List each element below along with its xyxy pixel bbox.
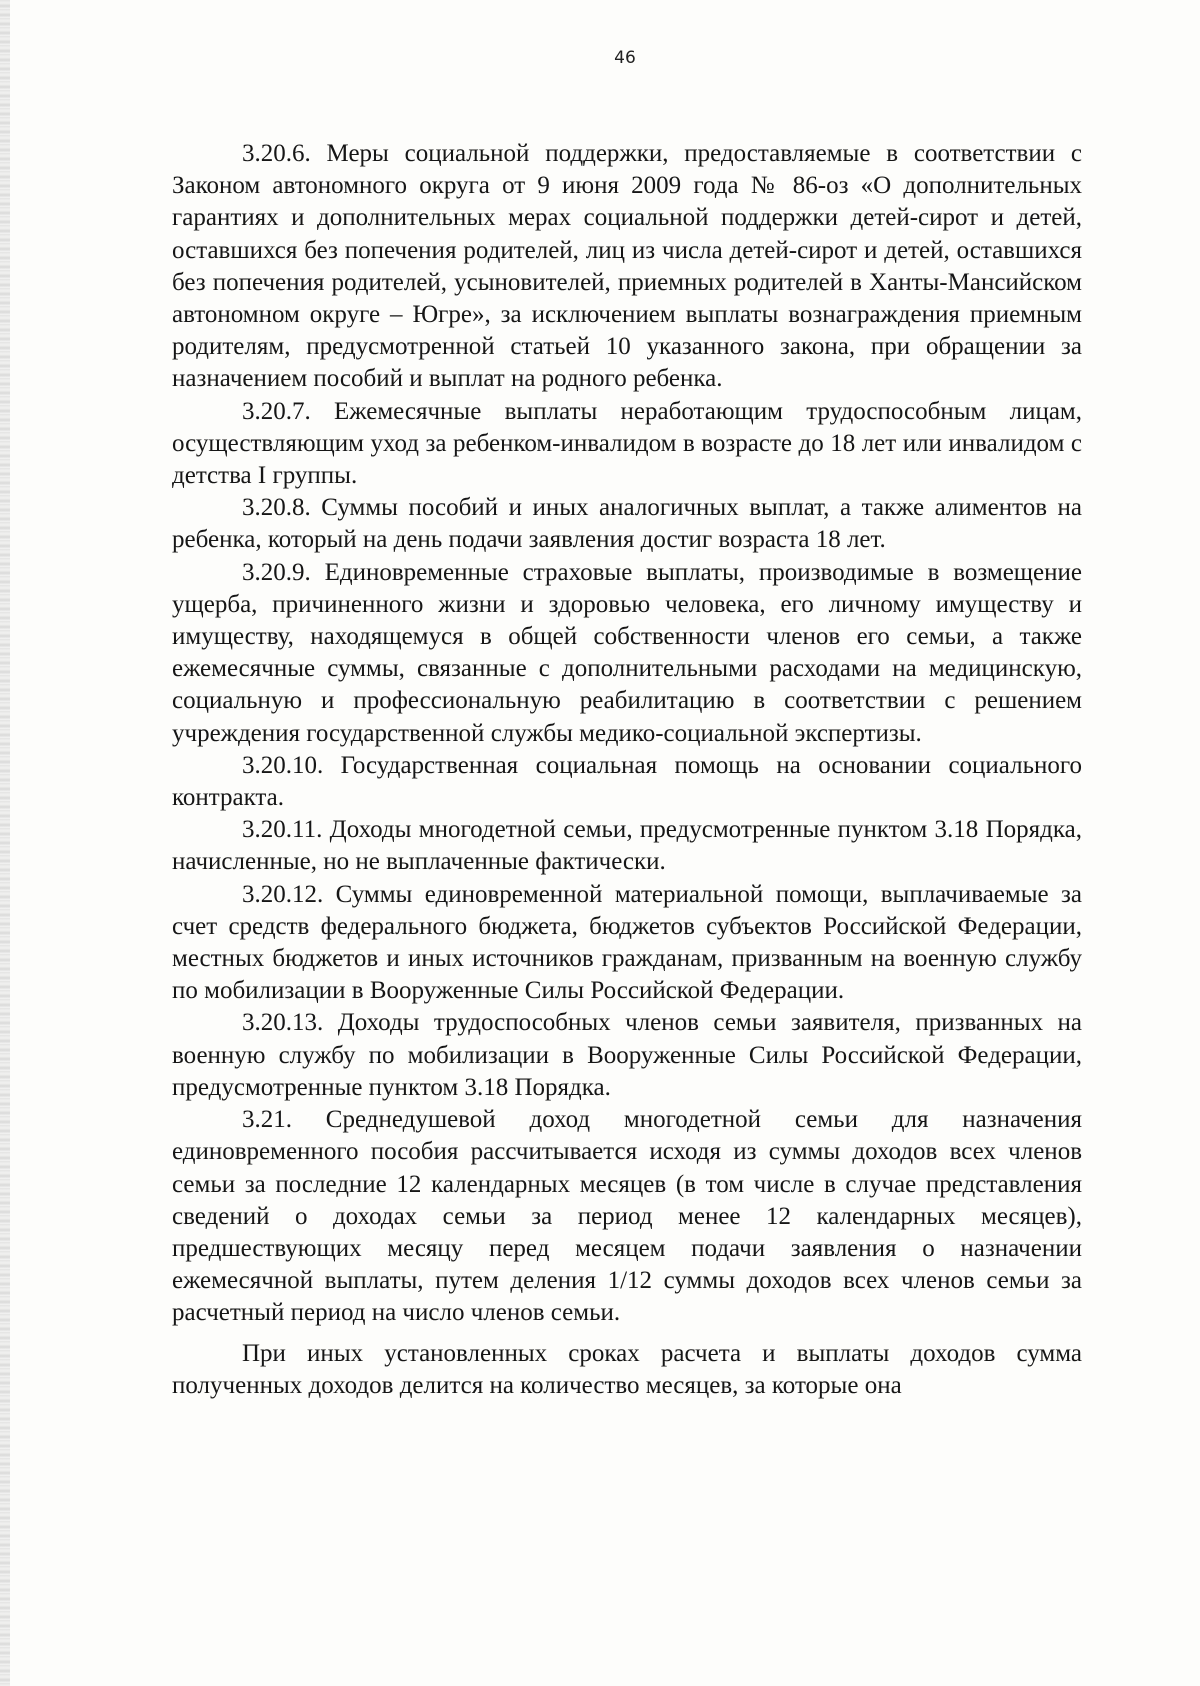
paragraph-3-20-9: 3.20.9. Единовременные страховые выплаты, производимые в возмещение ущерба, причиненного жизни и здоровью человека, его личному имуществу и имуществу, находящемуся в общей собственности членов его семьи, а также ежемесячные суммы, связанные с дополнительными расходами на медицинскую, социальную и профессиональную реабилитацию в соответствии с решением учреждения государственной службы медико-социальной экспертизы. [172,558,1082,747]
paragraph-3-20-13: 3.20.13. Доходы трудоспособных членов семьи заявителя, призванных на военную службу по мобилизации в Вооруженные Силы Российской Федерации, предусмотренные пунктом 3.18 Порядка. [172,1009,1082,1101]
paragraph-3-20-11: 3.20.11. Доходы многодетной семьи, предусмотренные пунктом 3.18 Порядка, начисленные, но не выплаченные фактически. [172,816,1082,876]
paragraph-3-20-8: 3.20.8. Суммы пособий и иных аналогичных выплат, а также алиментов на ребенка, который на день подачи заявления достиг возраста 18 лет. [172,494,1082,554]
paragraph-other-terms: При иных установленных сроках расчета и выплаты доходов сумма полученных доходов делится на количество месяцев, за которые она [172,1339,1082,1399]
document-body [172,138,1082,1402]
paragraph-3-21: 3.21. Среднедушевой доход многодетной семьи для назначения единовременного пособия рассчитывается исходя из суммы доходов всех членов семьи за последние 12 календарных месяцев (в том числе в случае представления сведений о доходах семьи за период менее 12 календарных месяцев), предшествующих месяцу перед месяцем подачи заявления о назначении ежемесячной выплаты, путем деления 1/12 суммы доходов всех членов семьи за расчетный период на число членов семьи. [172,1106,1082,1327]
paragraph-3-20-6: 3.20.6. Меры социальной поддержки, предоставляемые в соответствии с Законом автономного округа от 9 июня 2009 года № 86-оз «О дополнительных гарантиях и дополнительных мерах социальной поддержки детей-сирот и детей, оставшихся без попечения родителей, лиц из числа детей-сирот и детей, оставшихся без попечения родителей, усыновителей, приемных родителей в Ханты-Мансийском автономном округе – Югре», за исключением выплаты вознаграждения приемным родителям, предусмотренной статьей 10 указанного закона, при обращении за назначением пособий и выплат на родного ребенка. [172,140,1082,393]
paragraph-3-20-7: 3.20.7. Ежемесячные выплаты неработающим трудоспособным лицам, осуществляющим уход за ребенком-инвалидом в возрасте до 18 лет или инвалидом с детства I группы. [172,397,1082,490]
paragraph-3-20-10: 3.20.10. Государственная социальная помощь на основании социального контракта. [172,751,1082,812]
scan-edge [0,0,10,1686]
page-number: 46 [614,48,636,68]
paragraph-3-20-12: 3.20.12. Суммы единовременной материальной помощи, выплачиваемые за счет средств федерального бюджета, бюджетов субъектов Российской Федерации, местных бюджетов и иных источников гражданам, призванным на военную службу по мобилизации в Вооруженные Силы Российской Федерации. [172,880,1082,1005]
